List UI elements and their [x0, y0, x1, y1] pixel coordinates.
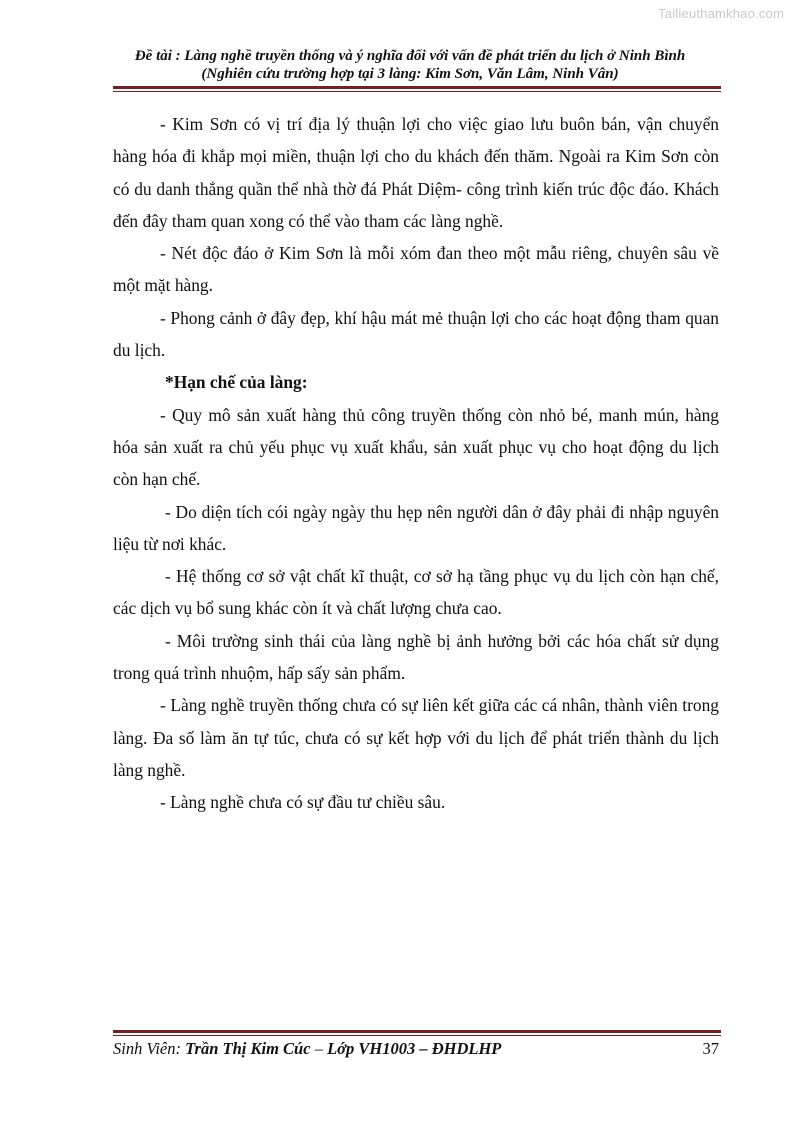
- paragraph-infrastructure: - Hệ thống cơ sở vật chất kĩ thuật, cơ sở hạ tầng phục vụ du lịch còn hạn chế, các dịch vụ bổ sung khác còn ít và chất lượng chưa cao.: [113, 566, 719, 619]
- paragraph-investment: - Làng nghề chưa có sự đầu tư chiều sâu.: [160, 792, 446, 813]
- header-title: Đề tài : Làng nghề truyền thống và ý nghĩa đối với vấn đề phát triển du lịch ở Ninh Bình: [134, 48, 686, 64]
- header-subtitle: (Nghiên cứu trường hợp tại 3 làng: Kim Sơn, Văn Lâm, Ninh Vân): [201, 66, 619, 82]
- paragraph-uniqueness: - Nét độc đáo ở Kim Sơn là mỗi xóm đan theo một mẫu riêng, chuyên sâu về một mặt hàng.: [113, 243, 719, 296]
- footer-rule-thick: [113, 1030, 721, 1033]
- footer-separator: –: [310, 1039, 328, 1058]
- watermark: Tailieuthamkhao.com: [658, 6, 784, 21]
- section-heading-limitations: *Hạn chế của làng:: [165, 372, 308, 393]
- paragraph-location: - Kim Sơn có vị trí địa lý thuận lợi cho việc giao lưu buôn bán, vận chuyển hàng hóa đi khắp mọi miền, thuận lợi cho du khách đến thăm. Ngoài ra Kim Sơn còn có du danh thắng quần thể nhà thờ đá Phát Diệm- công trình kiến trúc độc đáo. Khách đến đây tham quan xong có thể vào tham các làng nghề.: [113, 114, 719, 231]
- paragraph-materials: - Do diện tích cói ngày ngày thu hẹp nên người dân ở đây phải đi nhập nguyên liệu từ nơi khác.: [113, 501, 719, 554]
- footer-class: Lớp VH1003 – ĐHDLHP: [327, 1039, 502, 1058]
- footer-rule-thin: [113, 1035, 721, 1036]
- document-header: [100, 47, 720, 83]
- page-body: [113, 108, 719, 819]
- paragraph-production-scale: - Quy mô sản xuất hàng thủ công truyền thống còn nhỏ bé, manh mún, hàng hóa sản xuất ra chủ yếu phục vụ xuất khẩu, sản xuất phục vụ cho hoạt động du lịch còn hạn chế.: [113, 404, 719, 490]
- paragraph-environment: - Môi trường sinh thái của làng nghề bị ảnh hưởng bởi các hóa chất sử dụng trong quá trình nhuộm, hấp sấy sản phẩm.: [113, 630, 719, 684]
- page-number: 37: [702, 1039, 719, 1058]
- header-rule-thin: [113, 91, 721, 92]
- header-rule-thick: [113, 86, 721, 89]
- document-footer: [113, 1039, 719, 1061]
- paragraph-cooperation: - Làng nghề truyền thống chưa có sự liên kết giữa các cá nhân, thành viên trong làng. Đa số làm ăn tự túc, chưa có sự kết hợp với du lịch để phát triển thành du lịch làng nghề.: [113, 695, 719, 780]
- footer-label: Sinh Viên:: [113, 1039, 186, 1058]
- paragraph-scenery: - Phong cảnh ở đây đẹp, khí hậu mát mẻ thuận lợi cho các hoạt động tham quan du lịch.: [113, 307, 719, 361]
- footer-student-name: Trần Thị Kim Cúc: [185, 1039, 311, 1058]
